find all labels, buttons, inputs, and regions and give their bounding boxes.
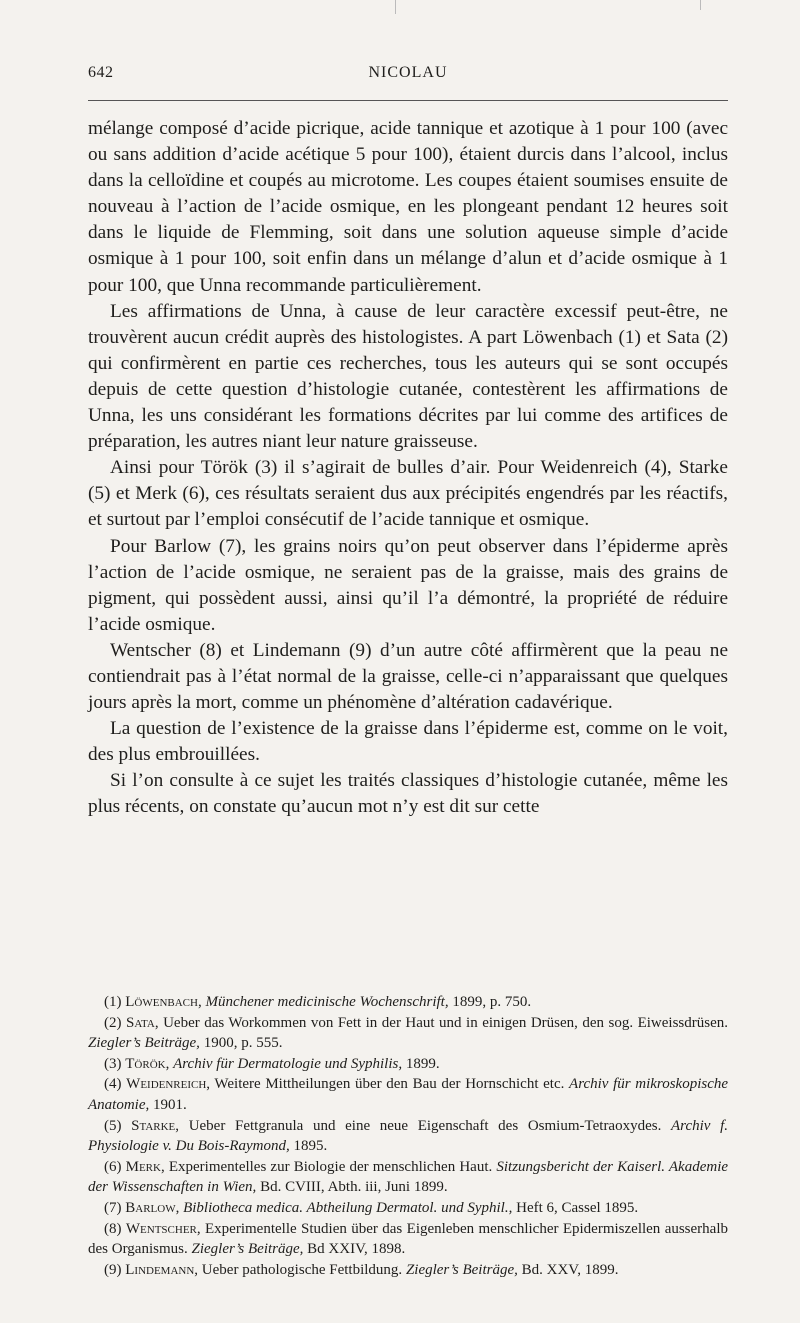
footnote-text: Ueber Fettgranula und eine neue Eigenschaft des Osmium-Tetraoxydes. (179, 1117, 671, 1134)
footnote-number: (8) (104, 1220, 122, 1237)
footnote-source: Archiv f. Physiologie v. Du Bois-Raymond, (88, 1117, 728, 1155)
paragraph: Ainsi pour Török (3) il s’agirait de bulles d’air. Pour Weidenreich (4), Starke (5) et Merk (6), ces résultats seraient dus aux précipités engendrés par les réactifs, et surtout par l’emploi consécutif de l’acide tannique et osmique. (88, 457, 728, 531)
footnote-text: 1895. (289, 1138, 328, 1155)
footnote-text: Ueber pathologische Fettbildung. (198, 1261, 406, 1278)
footnote (88, 1219, 728, 1260)
footnote (88, 1260, 728, 1281)
footnote-number: (4) (104, 1076, 122, 1093)
scan-mark (395, 0, 396, 14)
footnote-text: Heft 6, Cassel 1895. (512, 1199, 639, 1216)
paragraph: mélange composé d’acide picrique, acide tannique et azotique à 1 pour 100 (avec ou sans addition d’acide acétique 5 pour 100), étaient durcis dans l’alcool, inclus dans la celloïdine et coupés au microtome. Les coupes étaient soumises ensuite de nouveau à l’action de l’acide osmique, en les plongeant pendant 12 heures soit dans le liquide de Flemming, soit dans une solution aqueuse simple d’acide osmique à 1 pour 100, soit enfin dans un mélange d’alun et d’acide osmique à 1 pour 100, que Unna recommande particulièrement. (88, 118, 728, 296)
footnote-author: Lindemann, (125, 1261, 199, 1278)
footnote-author: Sata, (125, 1014, 159, 1031)
footnote (88, 1116, 728, 1157)
footnote (88, 992, 728, 1013)
footnote-number: (7) (104, 1199, 122, 1216)
page-number: 642 (88, 64, 114, 81)
paragraph: La question de l’existence de la graisse dans l’épiderme est, comme on le voit, des plus embrouillées. (88, 718, 728, 766)
footnote-number: (1) (104, 994, 122, 1010)
running-title: NICOLAU (368, 64, 448, 81)
footnotes (88, 992, 728, 1280)
footnote-source: Archiv für mikroskopische Anatomie, (88, 1076, 729, 1113)
page (88, 60, 729, 1278)
footnote-author: Török, (125, 1055, 170, 1072)
footnote (88, 1013, 728, 1054)
footnote-text: 1899, p. 750. (448, 994, 532, 1010)
footnote (88, 1074, 728, 1115)
paragraph: Les affirmations de Unna, à cause de leur caractère excessif peut-être, ne trouvèrent aucun crédit auprès des histologistes. A part Löwenbach (1) et Sata (2) qui confirmèrent en partie ces recherches, tous les auteurs qui se sont occupés depuis de cette question d’histologie cutanée, contestèrent les affirmations de Unna, les uns considérant les formations décrites par lui comme des artifices de préparation, les autres niant leur nature graisseuse. (88, 300, 728, 453)
footnote-source: Archiv für Dermatologie und Syphilis, (173, 1055, 403, 1072)
footnote-source: Münchener medicinische Wochenschrift, (205, 994, 449, 1010)
footnote-text: Experimentelles zur Biologie der menschlichen Haut. (164, 1158, 497, 1175)
body-text (88, 116, 728, 821)
footnote-text: 1901. (149, 1096, 187, 1113)
footnote-number: (2) (104, 1014, 122, 1031)
footnote-number: (5) (104, 1117, 122, 1134)
scan-mark (700, 0, 701, 10)
footnote-text: Bd. XXV, 1899. (517, 1261, 619, 1278)
footnote-source: Sitzungsbericht der Kaiserl. Akademie der Wissenschaften in Wien, (88, 1158, 729, 1196)
footnote-text: Bd. CVIII, Abth. iii, Juni 1899. (256, 1179, 448, 1196)
footnote (88, 1157, 728, 1198)
footnote-text: Ueber das Workommen von Fett in der Haut und in einigen Drüsen, den sog. Eiweissdrüsen. (158, 1014, 728, 1031)
footnote-number: (9) (104, 1261, 122, 1278)
footnote-text: Weitere Mittheilungen über den Bau der Hornschicht etc. (210, 1076, 570, 1093)
footnote-number: (6) (104, 1158, 122, 1175)
footnote-author: Starke, (131, 1117, 180, 1134)
footnote-text: 1900, p. 555. (199, 1035, 283, 1052)
footnote-author: Merk, (125, 1158, 165, 1175)
paragraph: Si l’on consulte à ce sujet les traités classiques d’histologie cutanée, même les plus récents, on constate qu’aucun mot n’y est dit sur cette (88, 770, 728, 818)
footnote-source: Bibliotheca medica. Abtheilung Dermatol. und Syphil., (183, 1199, 513, 1216)
footnote-text: 1899. (402, 1055, 440, 1072)
footnote-author: Weidenreich, (126, 1076, 211, 1093)
footnote (88, 1198, 728, 1219)
header-rule (88, 100, 728, 101)
footnote-text: Bd XXIV, 1898. (303, 1241, 406, 1258)
footnote-source: Ziegler’s Beiträge, (191, 1241, 304, 1258)
footnote (88, 1054, 728, 1075)
paragraph: Wentscher (8) et Lindemann (9) d’un autre côté affirmèrent que la peau ne contiendrait pas à l’état normal de la graisse, celle-ci n’apparaissant que quelques jours après la mort, comme un phénomène d’altération cadavérique. (88, 639, 728, 714)
footnote-source: Ziegler’s Beiträge, (405, 1261, 518, 1278)
paragraph: Pour Barlow (7), les grains noirs qu’on peut observer dans l’épiderme après l’action de l’acide osmique, ne seraient pas de la graisse, mais des grains de pigment, qui possèdent aussi, ainsi qu’il l’a démontré, la propriété de réduire l’acide osmique. (88, 535, 728, 635)
footnote-text: Experimentelle Studien über das Eigenleben menschlicher Epidermiszellen ausserhalb des Organismus. (88, 1220, 729, 1258)
footnote-author: Wentscher, (125, 1220, 201, 1237)
footnote-author: Löwenbach, (125, 994, 202, 1010)
footnote-source: Ziegler’s Beiträge, (88, 1035, 200, 1052)
running-header (88, 60, 728, 90)
footnote-author: Barlow, (125, 1199, 180, 1216)
footnote-number: (3) (104, 1055, 122, 1072)
